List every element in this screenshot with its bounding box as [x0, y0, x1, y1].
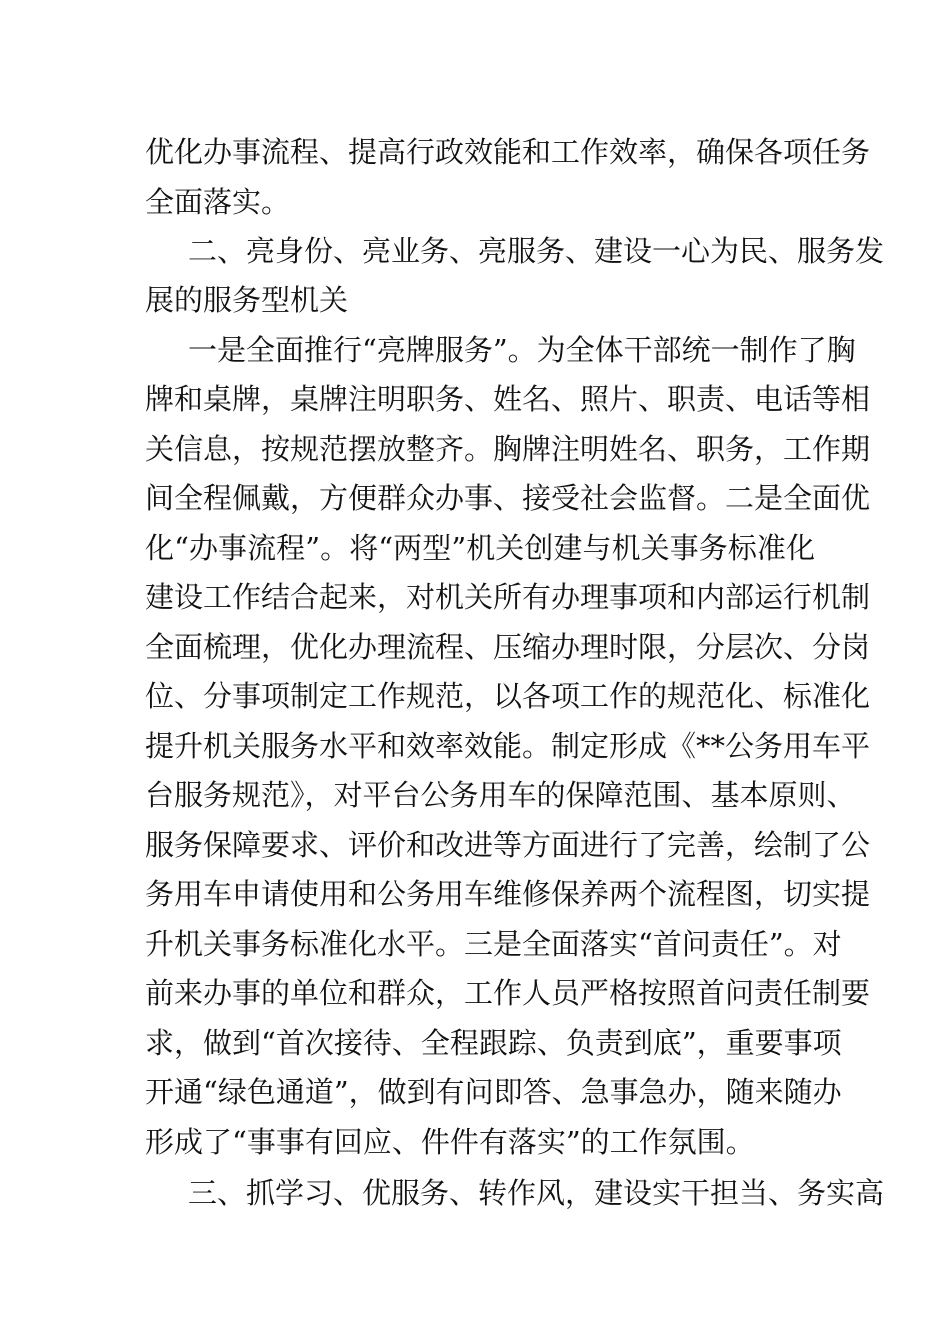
text-line: 间全程佩戴，方便群众办事、接受社会监督。二是全面优 — [145, 481, 871, 515]
text-line: 全面梳理，优化办理流程、压缩办理时限，分层次、分岗 — [145, 630, 871, 664]
text-line: 牌和桌牌，桌牌注明职务、姓名、照片、职责、电话等相 — [145, 382, 871, 416]
text-line: 开通“绿色通道”，做到有问即答、急事急办，随来随办 — [145, 1075, 842, 1109]
text-line: 提升机关服务水平和效率效能。制定形成《**公务用车平 — [145, 729, 871, 763]
text-line: 全面落实。 — [145, 185, 291, 219]
text-line: 一是全面推行“亮牌服务”。为全体干部统一制作了胸 — [188, 333, 856, 367]
text-line: 优化办事流程、提高行政效能和工作效率，确保各项任务 — [145, 135, 871, 169]
text-line: 化“办事流程”。将“两型”机关创建与机关事务标准化 — [145, 531, 815, 565]
section-heading: 二、亮身份、亮业务、亮服务、建设一心为民、服务发 — [188, 234, 885, 268]
text-line: 位、分事项制定工作规范，以各项工作的规范化、标准化 — [145, 679, 871, 713]
text-line: 台服务规范》，对平台公务用车的保障范围、基本原则、 — [145, 778, 856, 812]
text-line: 服务保障要求、评价和改进等方面进行了完善，绘制了公 — [145, 828, 871, 862]
text-line: 务用车申请使用和公务用车维修保养两个流程图，切实提 — [145, 877, 871, 911]
text-line: 建设工作结合起来，对机关所有办理事项和内部运行机制 — [145, 580, 871, 614]
text-line: 求，做到“首次接待、全程跟踪、负责到底”，重要事项 — [145, 1026, 842, 1060]
section-heading: 展的服务型机关 — [145, 283, 349, 317]
section-heading: 三、抓学习、优服务、转作风，建设实干担当、务实高 — [188, 1176, 885, 1210]
text-line: 升机关事务标准化水平。三是全面落实“首问责任”。对 — [145, 927, 842, 961]
text-line: 关信息，按规范摆放整齐。胸牌注明姓名、职务，工作期 — [145, 432, 871, 466]
text-line: 形成了“事事有回应、件件有落实”的工作氛围。 — [145, 1125, 755, 1159]
text-line: 前来办事的单位和群众，工作人员严格按照首问责任制要 — [145, 976, 871, 1010]
